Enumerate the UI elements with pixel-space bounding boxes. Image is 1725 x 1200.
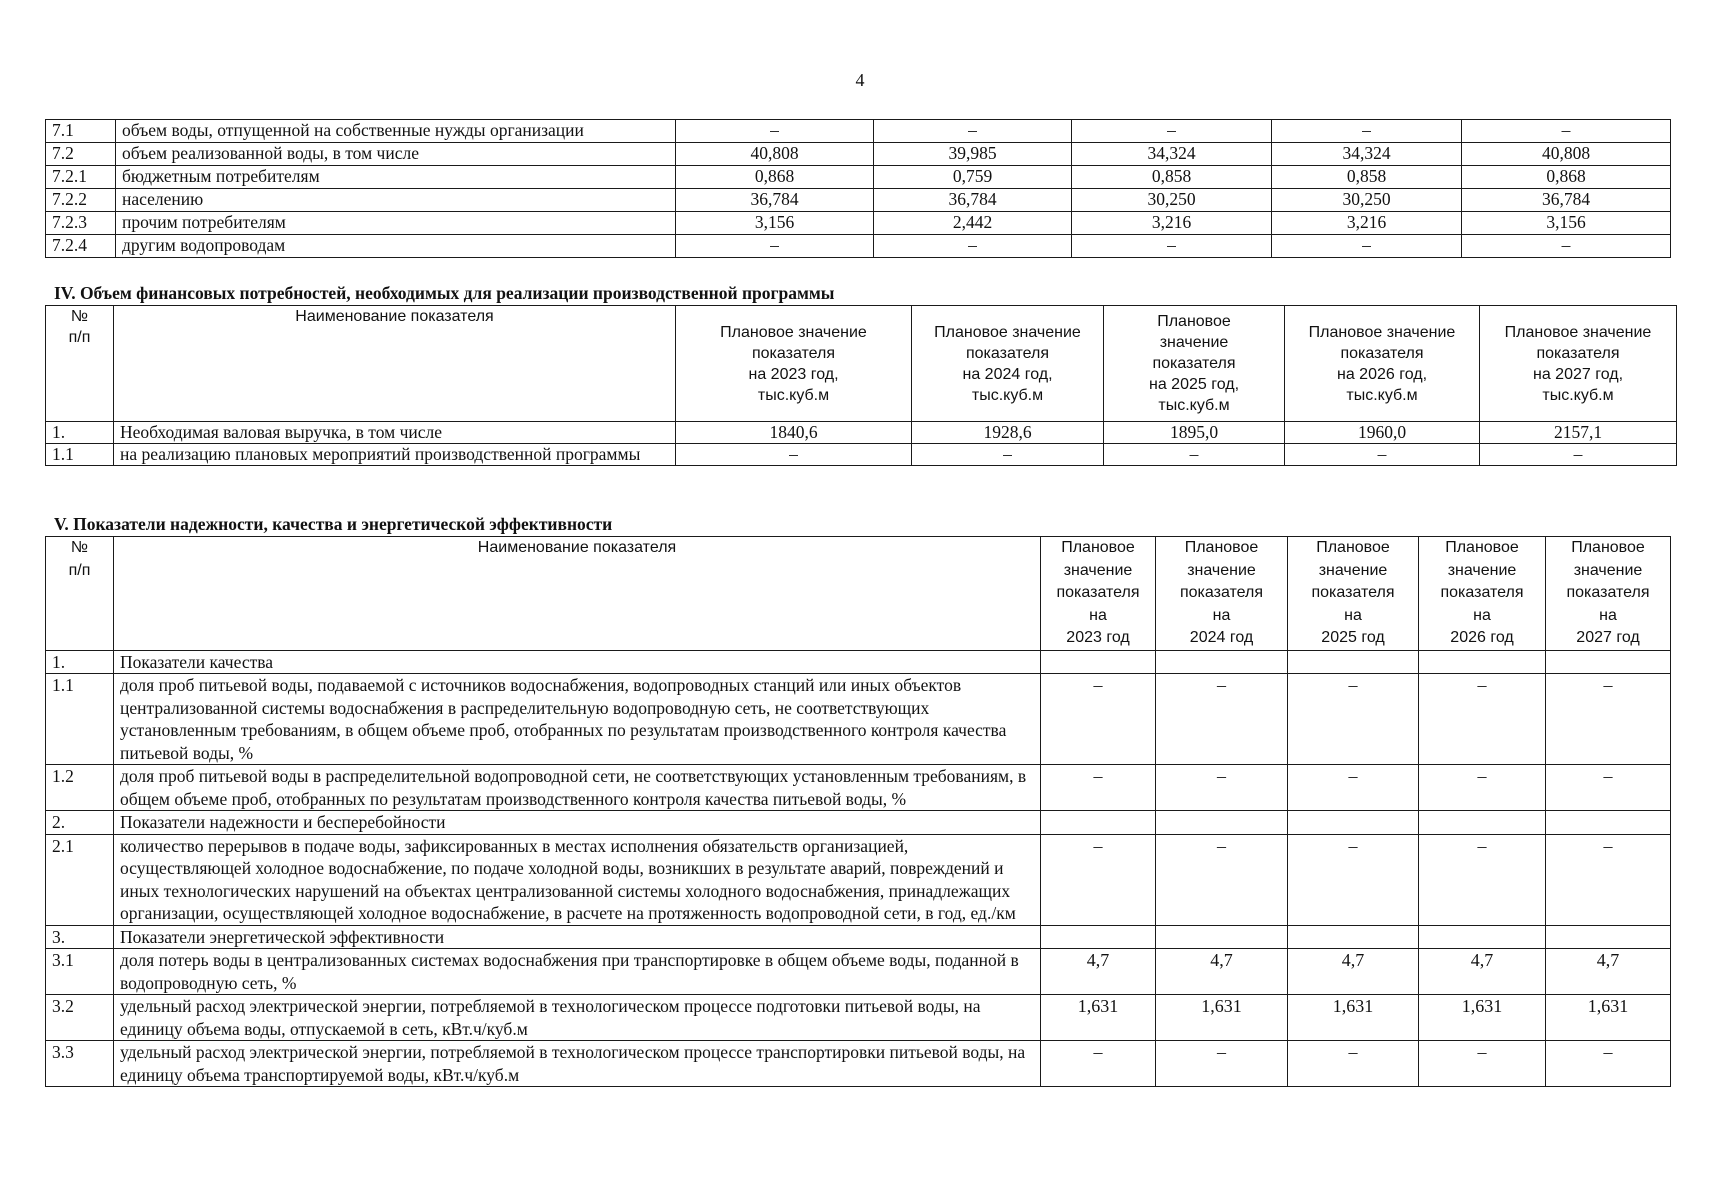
value-cell <box>1288 650 1419 674</box>
table-row <box>46 422 1677 444</box>
row-number: 7.2.1 <box>46 166 116 189</box>
row-number: 1.1 <box>46 674 114 765</box>
value-cell: – <box>1546 674 1671 765</box>
indicator-name: Показатели качества <box>114 650 1041 674</box>
table-row <box>46 235 1671 258</box>
row-number: 3.2 <box>46 995 114 1041</box>
value-cell: – <box>1462 235 1671 258</box>
reliability-indicators-table <box>45 536 1671 1087</box>
value-cell: – <box>1480 444 1677 466</box>
row-number: 2. <box>46 811 114 835</box>
indicator-name: удельный расход электрической энергии, потребляемой в технологическом процессе подготовки питьевой воды, на единицу объема воды, отпускаемой в сеть, кВт.ч/куб.м <box>114 995 1041 1041</box>
table-row <box>46 212 1671 235</box>
indicator-name: Показатели надежности и бесперебойности <box>114 811 1041 835</box>
row-number: 3.1 <box>46 949 114 995</box>
value-cell: 0,868 <box>676 166 874 189</box>
table-row <box>46 834 1671 925</box>
value-cell: 4,7 <box>1546 949 1671 995</box>
value-cell: 0,868 <box>1462 166 1671 189</box>
indicator-name: Показатели энергетической эффективности <box>114 925 1041 949</box>
table-header-row <box>46 306 1677 422</box>
value-cell: 0,858 <box>1272 166 1462 189</box>
value-cell: – <box>874 235 1072 258</box>
value-cell: 1,631 <box>1546 995 1671 1041</box>
section-4-title: IV. Объем финансовых потребностей, необходимых для реализации производственной программы <box>54 283 835 303</box>
table-row <box>46 120 1671 143</box>
water-volume-table <box>45 119 1671 258</box>
column-header-plan: Плановое значение показателя на 2026 год, тыс.куб.м <box>1285 306 1480 422</box>
value-cell <box>1288 925 1419 949</box>
table-row <box>46 1041 1671 1087</box>
row-number: 7.1 <box>46 120 116 143</box>
value-cell: 4,7 <box>1419 949 1546 995</box>
value-cell: 30,250 <box>1072 189 1272 212</box>
value-cell: – <box>912 444 1104 466</box>
row-number: 7.2.3 <box>46 212 116 235</box>
table-row <box>46 925 1671 949</box>
value-cell: 4,7 <box>1288 949 1419 995</box>
value-cell: – <box>1041 834 1156 925</box>
value-cell: 40,808 <box>1462 143 1671 166</box>
value-cell: – <box>1419 765 1546 811</box>
table-row <box>46 166 1671 189</box>
value-cell: – <box>1156 1041 1288 1087</box>
value-cell: – <box>1419 1041 1546 1087</box>
column-header-number: № п/п <box>46 306 114 422</box>
indicator-name: на реализацию плановых мероприятий производственной программы <box>114 444 676 466</box>
value-cell: – <box>676 120 874 143</box>
indicator-name: прочим потребителям <box>116 212 676 235</box>
value-cell: – <box>1156 765 1288 811</box>
table-row <box>46 650 1671 674</box>
value-cell: – <box>1041 765 1156 811</box>
value-cell: – <box>1546 765 1671 811</box>
value-cell: 1928,6 <box>912 422 1104 444</box>
column-header-plan: Плановое значение показателя на 2024 год, тыс.куб.м <box>912 306 1104 422</box>
value-cell: 4,7 <box>1041 949 1156 995</box>
value-cell: 1840,6 <box>676 422 912 444</box>
column-header-plan: Плановое значение показателя на 2025 год <box>1288 537 1419 651</box>
page-number: 4 <box>855 70 865 90</box>
value-cell: 1,631 <box>1419 995 1546 1041</box>
value-cell: 34,324 <box>1072 143 1272 166</box>
value-cell: – <box>1072 235 1272 258</box>
value-cell: – <box>1285 444 1480 466</box>
table-row <box>46 811 1671 835</box>
value-cell <box>1156 925 1288 949</box>
row-number: 2.1 <box>46 834 114 925</box>
table-row <box>46 674 1671 765</box>
value-cell: – <box>1546 1041 1671 1087</box>
column-header-name: Наименование показателя <box>114 537 1041 651</box>
column-header-plan: Плановое значение показателя на 2023 год, тыс.куб.м <box>676 306 912 422</box>
row-number: 1.2 <box>46 765 114 811</box>
value-cell: – <box>1156 834 1288 925</box>
indicator-name: доля потерь воды в централизованных системах водоснабжения при транспортировке в общем объеме воды, поданной в водопроводную сеть, % <box>114 949 1041 995</box>
indicator-name: доля проб питьевой воды в распределительной водопроводной сети, не соответствующих установленным требованиям, в общем объеме проб, отобранных по результатам производственного контроля качества питьевой воды, % <box>114 765 1041 811</box>
value-cell <box>1041 650 1156 674</box>
table-row <box>46 444 1677 466</box>
value-cell: 4,7 <box>1156 949 1288 995</box>
table-row <box>46 995 1671 1041</box>
indicator-name: количество перерывов в подаче воды, зафиксированных в местах исполнения обязательств организацией, осуществляющей холодное водоснабжение, по подаче холодной воды, возникших в результате аварий, повреждений и иных технологических нарушений на объектах централизованной системы холодного водоснабжения, принадлежащих организации, осуществляющей холодное водоснабжение, в расчете на протяженность водопроводной сети, в год, ед./км <box>114 834 1041 925</box>
row-number: 3. <box>46 925 114 949</box>
value-cell: 3,216 <box>1072 212 1272 235</box>
indicator-name: доля проб питьевой воды, подаваемой с источников водоснабжения, водопроводных станций или иных объектов централизованной системы водоснабжения в распределительную водопроводную сеть, не соответствующих установленным требованиям, в общем объеме проб, отобранных по результатам производственного контроля качества питьевой воды, % <box>114 674 1041 765</box>
value-cell: 36,784 <box>676 189 874 212</box>
value-cell: – <box>1156 674 1288 765</box>
value-cell: 36,784 <box>874 189 1072 212</box>
value-cell: – <box>676 235 874 258</box>
value-cell: – <box>1272 120 1462 143</box>
value-cell: 0,858 <box>1072 166 1272 189</box>
column-header-plan: Плановое значение показателя на 2023 год <box>1041 537 1156 651</box>
indicator-name: Необходимая валовая выручка, в том числе <box>114 422 676 444</box>
table-row <box>46 765 1671 811</box>
value-cell: 30,250 <box>1272 189 1462 212</box>
value-cell <box>1419 650 1546 674</box>
table-header-row <box>46 537 1671 651</box>
value-cell <box>1546 925 1671 949</box>
value-cell: 39,985 <box>874 143 1072 166</box>
value-cell: – <box>874 120 1072 143</box>
indicator-name: объем реализованной воды, в том числе <box>116 143 676 166</box>
value-cell: 2,442 <box>874 212 1072 235</box>
indicator-name: объем воды, отпущенной на собственные нужды организации <box>116 120 676 143</box>
value-cell <box>1419 925 1546 949</box>
value-cell: 1895,0 <box>1104 422 1285 444</box>
value-cell: 1,631 <box>1041 995 1156 1041</box>
table-row <box>46 143 1671 166</box>
table-row <box>46 949 1671 995</box>
value-cell: – <box>1041 674 1156 765</box>
value-cell <box>1546 650 1671 674</box>
value-cell: 3,156 <box>1462 212 1671 235</box>
indicator-name: удельный расход электрической энергии, потребляемой в технологическом процессе транспортировки питьевой воды, на единицу объема транспортируемой воды, кВт.ч/куб.м <box>114 1041 1041 1087</box>
row-number: 3.3 <box>46 1041 114 1087</box>
value-cell: 40,808 <box>676 143 874 166</box>
value-cell: 3,156 <box>676 212 874 235</box>
value-cell <box>1288 811 1419 835</box>
value-cell: 2157,1 <box>1480 422 1677 444</box>
value-cell <box>1419 811 1546 835</box>
value-cell <box>1041 811 1156 835</box>
value-cell: – <box>1419 834 1546 925</box>
value-cell: – <box>1104 444 1285 466</box>
indicator-name: бюджетным потребителям <box>116 166 676 189</box>
financial-needs-table <box>45 305 1677 466</box>
row-number: 1.1 <box>46 444 114 466</box>
value-cell: – <box>676 444 912 466</box>
row-number: 7.2.2 <box>46 189 116 212</box>
value-cell: – <box>1288 765 1419 811</box>
value-cell: 3,216 <box>1272 212 1462 235</box>
value-cell: – <box>1419 674 1546 765</box>
column-header-plan: Плановое значение показателя на 2024 год <box>1156 537 1288 651</box>
row-number: 7.2.4 <box>46 235 116 258</box>
value-cell <box>1041 925 1156 949</box>
column-header-plan: Плановое значение показателя на 2026 год <box>1419 537 1546 651</box>
column-header-plan: Плановое значение показателя на 2025 год, тыс.куб.м <box>1104 306 1285 422</box>
row-number: 7.2 <box>46 143 116 166</box>
table-row <box>46 189 1671 212</box>
value-cell: 34,324 <box>1272 143 1462 166</box>
column-header-plan: Плановое значение показателя на 2027 год, тыс.куб.м <box>1480 306 1677 422</box>
indicator-name: населению <box>116 189 676 212</box>
value-cell: – <box>1072 120 1272 143</box>
value-cell <box>1546 811 1671 835</box>
value-cell: 1,631 <box>1156 995 1288 1041</box>
value-cell: 0,759 <box>874 166 1072 189</box>
value-cell: 1,631 <box>1288 995 1419 1041</box>
value-cell: – <box>1288 834 1419 925</box>
value-cell <box>1156 650 1288 674</box>
value-cell <box>1156 811 1288 835</box>
value-cell: – <box>1462 120 1671 143</box>
column-header-name: Наименование показателя <box>114 306 676 422</box>
indicator-name: другим водопроводам <box>116 235 676 258</box>
row-number: 1. <box>46 422 114 444</box>
value-cell: – <box>1546 834 1671 925</box>
value-cell: 1960,0 <box>1285 422 1480 444</box>
value-cell: – <box>1288 674 1419 765</box>
value-cell: – <box>1288 1041 1419 1087</box>
section-5-title: V. Показатели надежности, качества и энергетической эффективности <box>54 514 613 534</box>
value-cell: – <box>1272 235 1462 258</box>
row-number: 1. <box>46 650 114 674</box>
column-header-number: № п/п <box>46 537 114 651</box>
column-header-plan: Плановое значение показателя на 2027 год <box>1546 537 1671 651</box>
value-cell: – <box>1041 1041 1156 1087</box>
value-cell: 36,784 <box>1462 189 1671 212</box>
